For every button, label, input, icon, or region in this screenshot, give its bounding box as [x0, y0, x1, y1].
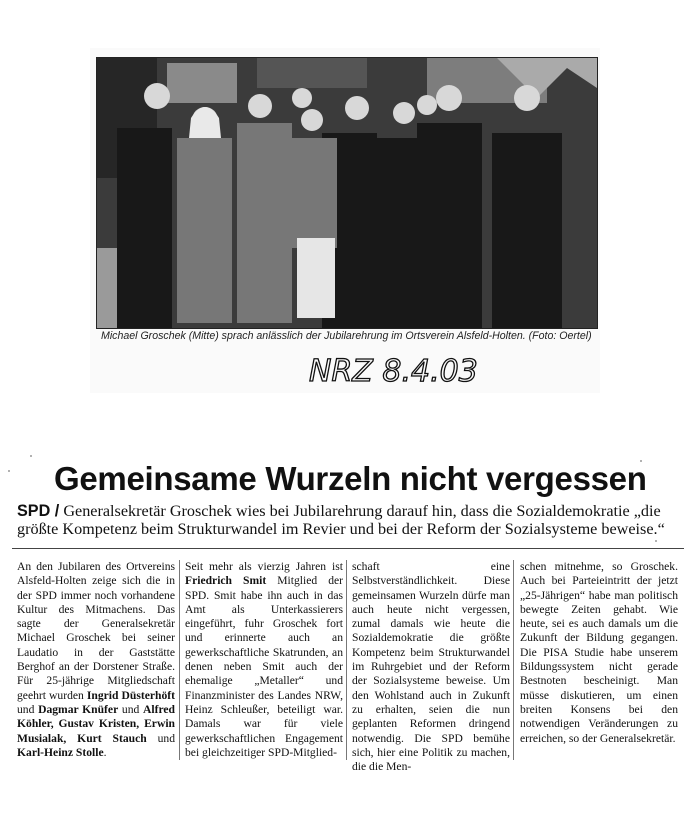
article-column-3: schaft eine Selbstverständlichkeit. Diese gemeinsamen Wurzeln dürfe man auch heute nicht vergessen, zumal damals wie heute die Sozialdemokratie die größte Kompetenz beim Strukturwandel im Ruhrgebiet und der Reform der Sozialsysteme beweise. Um den Wohlstand auch in Zukunft zu erhalten, seien die nun geplanten Reformen dringend notwendig. Die SPD bemühe sich, hier eine Politik zu machen, die die Men-	[352, 560, 510, 774]
column-divider	[513, 560, 514, 760]
group-photo-illustration	[97, 58, 597, 328]
article-kicker: SPD /	[17, 502, 60, 520]
honoree-names: Alfred Köhler, Gustav Kristen, Erwin Musialak, Kurt Stauch	[17, 702, 175, 745]
scan-speck	[8, 470, 10, 472]
column-divider	[179, 560, 180, 760]
article-column-2	[185, 560, 343, 760]
column-divider	[346, 560, 347, 760]
column-text: .	[103, 745, 107, 759]
article-column-1	[17, 560, 175, 760]
article-headline: Gemeinsame Wurzeln nicht vergessen	[54, 460, 647, 497]
group-photo	[96, 57, 598, 329]
honoree-name: Friedrich Smit	[185, 574, 267, 588]
photo-caption: Michael Groschek (Mitte) sprach anlässlich der Jubilarehrung im Ortsverein Alsfeld-Holten. (Foto: Oertel)	[101, 330, 592, 342]
handwritten-date-note	[307, 345, 517, 391]
column-text: und	[118, 702, 143, 716]
column-text: Mitglied der SPD. Smit habe ihn auch in das Amt als Unterkassierers eingeführt, fuhr Groschek fort und erinnerte auch an gewerkschaftliche Skatrunden, an denen neben Smit auch der ehemalige „Metaller“ und Finanzminister des Landes NRW, Heinz Schleußer, beteiligt war. Damals war für viele gewerkschaftlichen Engagement bei gleichzeitiger SPD-Mitglied-	[185, 574, 343, 759]
article-subhead-text: Generalsekretär Groschek wies bei Jubilarehrung darauf hin, dass die Sozialdemokratie „die größte Kompetenz beim Strukturwandel im Revier und bei der Reform der Sozialsysteme beweise.“	[17, 502, 665, 538]
column-text: An den Jubilaren des Ortvereins Alsfeld-Holten zeige sich die in der SPD immer noch vorhandene Kultur des Mitmachens. Das sagte der Generalsekretär Michael Groschek bei seiner Laudatio in der Gaststätte Berghof an der Dorstener Straße. Für 25-jährige Mitgliedschaft geehrt wurden	[17, 560, 175, 702]
honoree-name: Ingrid Düsterhöft	[86, 688, 175, 702]
scan-speck	[30, 455, 32, 457]
column-text: Seit mehr als vierzig Jahren ist	[185, 560, 343, 573]
honoree-name: Karl-Heinz Stolle	[17, 745, 104, 759]
article-subhead	[17, 502, 675, 538]
svg-text:NRZ 8.4.03: NRZ 8.4.03	[309, 354, 478, 389]
honoree-name: Dagmar Knüfer	[38, 702, 119, 716]
column-text: und	[17, 702, 39, 716]
column-text: und	[146, 731, 175, 745]
article-column-4: schen mitnehme, so Groschek. Auch bei Parteieintritt der jetzt „25-Jährigen“ habe man politisch bewegte Zeiten gehabt. Wie heute, sei es auch damals um die Zukunft der Bildung gegangen. Die PISA Studie habe unserem Bildungssystem nicht gerade Bestnoten bescheinigt. Man müsse diskutieren, um einen breiten Konsens bei den notwendigen Veränderungen zu erreichen, so der Generalsekretär.	[520, 560, 678, 745]
scan-speck	[655, 540, 657, 542]
headline-rule	[12, 548, 684, 549]
